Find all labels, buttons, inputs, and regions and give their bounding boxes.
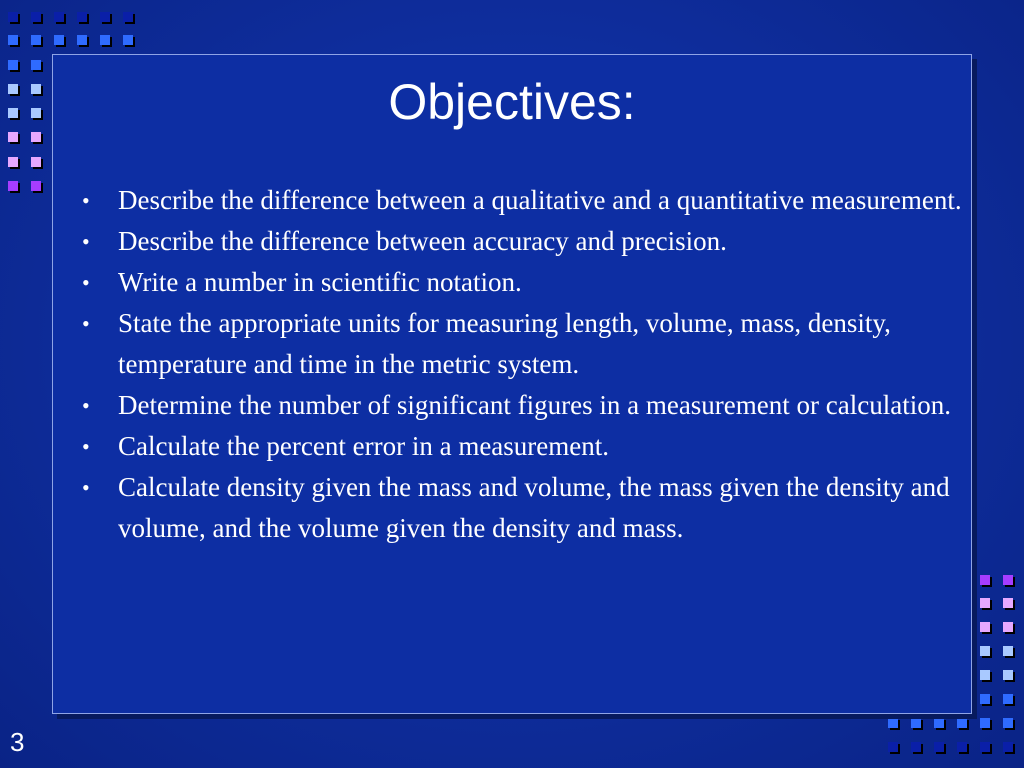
decorative-square [888, 718, 898, 728]
decorative-square [980, 575, 990, 585]
decorative-square [8, 12, 18, 22]
decorative-square [1003, 575, 1013, 585]
list-item-text: Describe the difference between a qualitative and a quantitative measurement. [118, 185, 962, 215]
bullet-icon: • [82, 229, 90, 254]
bullet-icon: • [82, 188, 90, 213]
decorative-square [1003, 646, 1013, 656]
bullet-icon: • [82, 434, 90, 459]
decorative-square [1003, 742, 1013, 752]
list-item [82, 262, 968, 303]
decorative-square [77, 12, 87, 22]
decorative-square [980, 598, 990, 608]
decorative-square [980, 742, 990, 752]
decorative-square [980, 694, 990, 704]
bullet-icon: • [82, 475, 90, 500]
decorative-square [31, 157, 41, 167]
decorative-square [123, 12, 133, 22]
list-item-text: State the appropriate units for measuring length, volume, mass, density, temperature and time in the metric system. [118, 308, 891, 379]
bullet-icon: • [82, 311, 90, 336]
decorative-square [957, 718, 967, 728]
decorative-square [77, 35, 87, 45]
page-number: 3 [10, 727, 25, 757]
decorative-square [1003, 694, 1013, 704]
decorative-square [8, 157, 18, 167]
decorative-square [100, 35, 110, 45]
decorative-square [54, 35, 64, 45]
bullet-icon: • [82, 270, 90, 295]
decorative-square [31, 35, 41, 45]
decorative-square [1003, 670, 1013, 680]
decorative-square [100, 12, 110, 22]
decorative-square [1003, 622, 1013, 632]
decorative-square [123, 35, 133, 45]
list-item-text: Determine the number of significant figures in a measurement or calculation. [118, 390, 951, 420]
decorative-square [8, 181, 18, 191]
list-item-text: Calculate density given the mass and volume, the mass given the density and volume, and the volume given the density and mass. [118, 472, 950, 543]
decorative-square [888, 742, 898, 752]
decorative-square [54, 12, 64, 22]
list-item-text: Describe the difference between accuracy and precision. [118, 226, 727, 256]
list-item-text: Write a number in scientific notation. [118, 267, 522, 297]
decorative-square [980, 670, 990, 680]
list-item [82, 426, 968, 467]
objectives-list [82, 180, 968, 549]
decorative-square [980, 646, 990, 656]
decorative-square [980, 622, 990, 632]
decorative-square [1003, 598, 1013, 608]
slide-title: Objectives: [388, 74, 636, 130]
decorative-square [8, 60, 18, 70]
decorative-square [31, 181, 41, 191]
decorative-square [911, 742, 921, 752]
list-item [82, 385, 968, 426]
list-item [82, 303, 968, 385]
list-item [82, 180, 968, 221]
decorative-square [8, 132, 18, 142]
list-item [82, 467, 968, 549]
decorative-square [31, 60, 41, 70]
list-item-text: Calculate the percent error in a measurement. [118, 431, 610, 461]
list-item [82, 221, 968, 262]
decorative-square [8, 35, 18, 45]
decorative-square [31, 132, 41, 142]
decorative-square [911, 718, 921, 728]
decorative-square [31, 12, 41, 22]
decorative-square [980, 718, 990, 728]
decorative-square [957, 742, 967, 752]
decorative-square [934, 742, 944, 752]
decorative-square [1003, 718, 1013, 728]
bullet-icon: • [82, 393, 90, 418]
decorative-square [934, 718, 944, 728]
